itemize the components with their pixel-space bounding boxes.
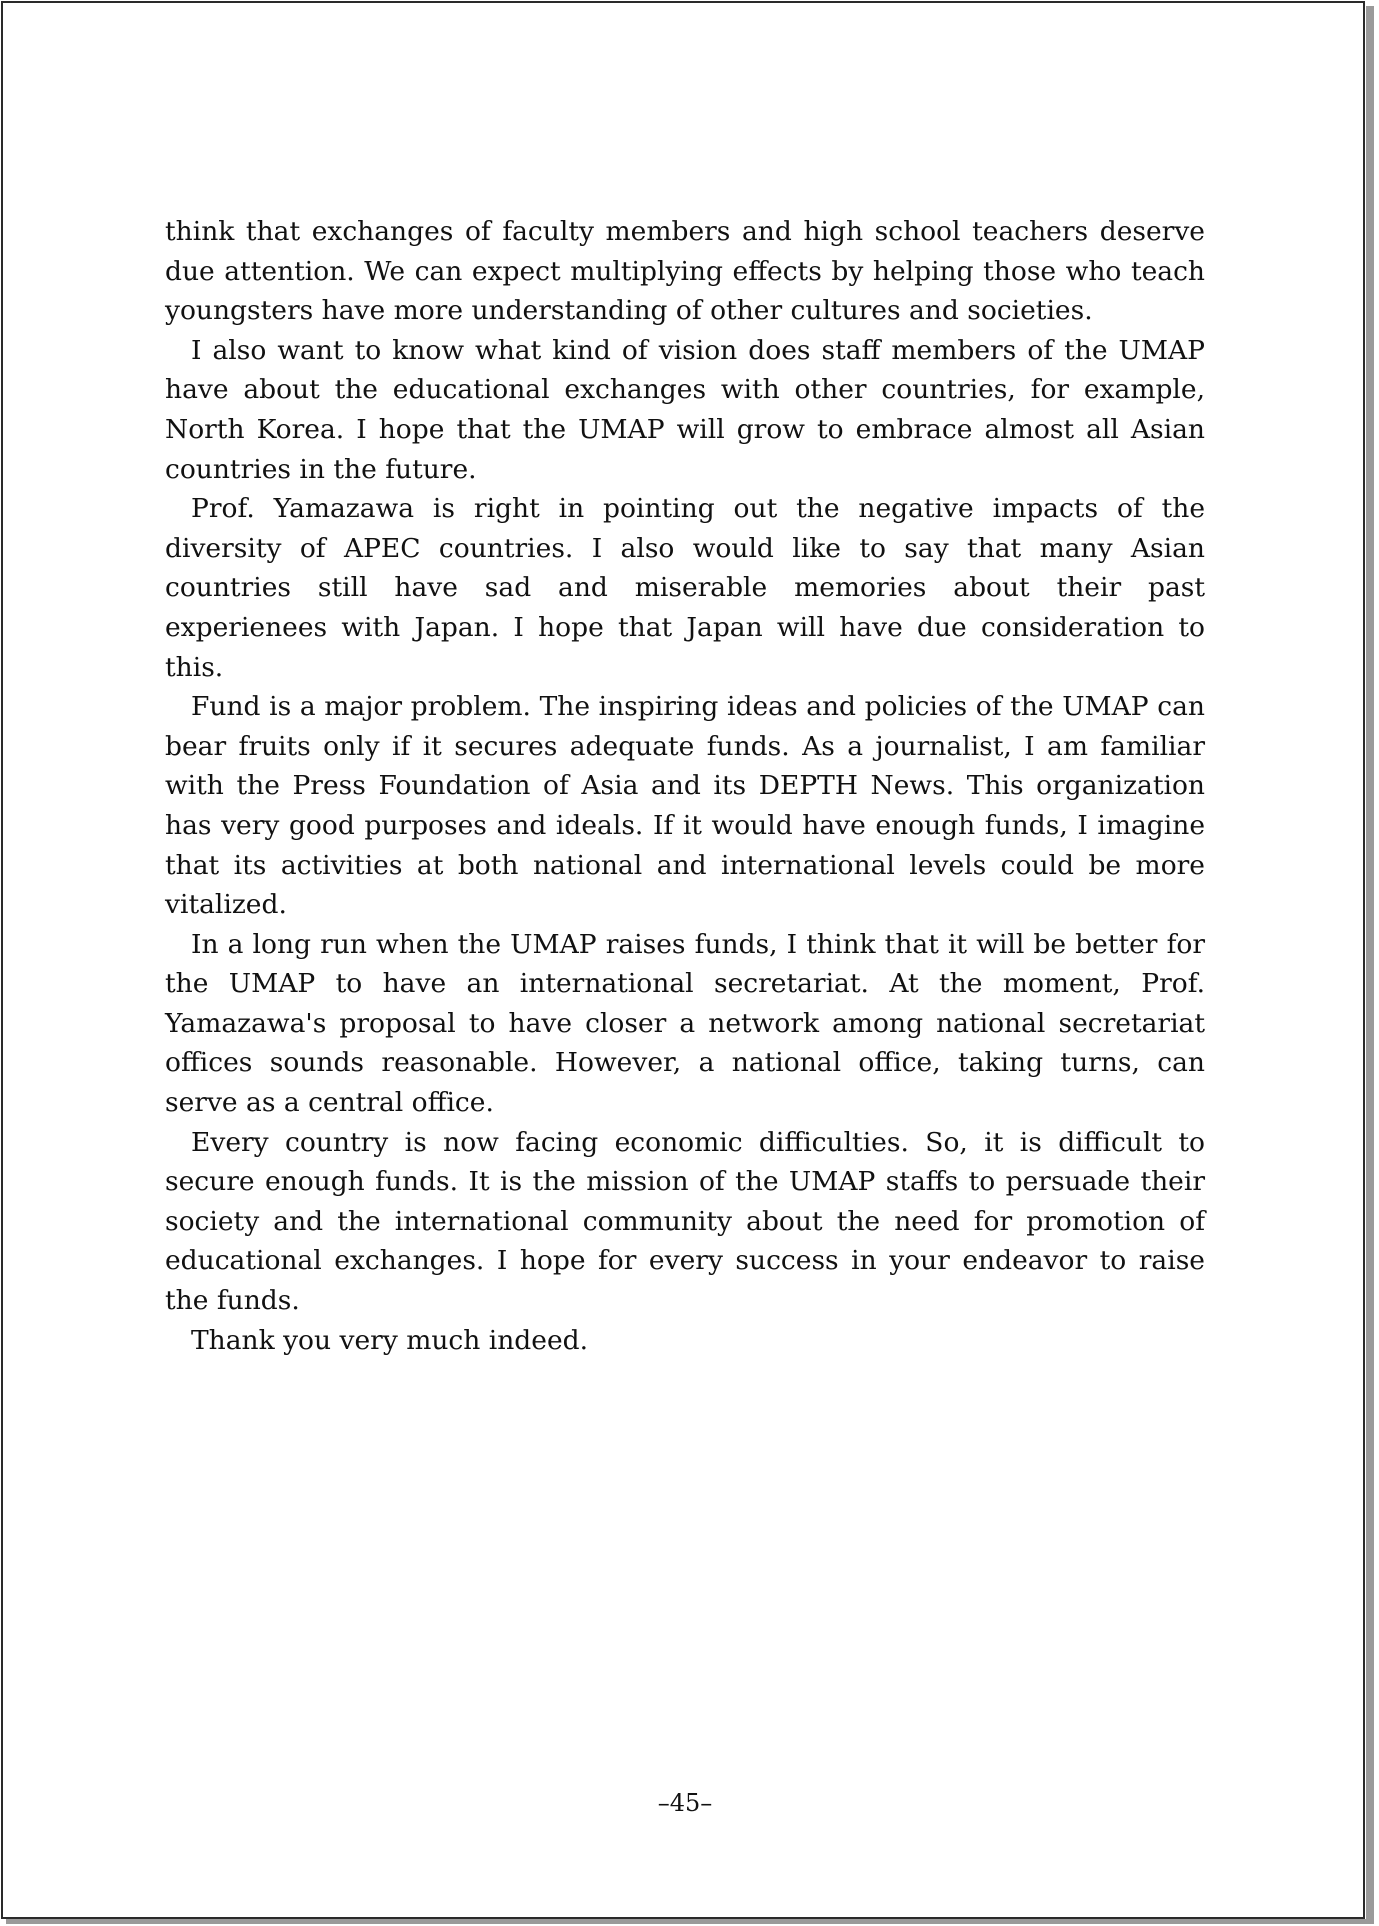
- paragraph-funding-problem: Fund is a major problem. The inspiring ideas and policies of the UMAP can bear fruits only if it secures adequate funds. As a journalist, I am familiar with the Press Foundation of Asia and its DEPTH News. This organization has very good purposes and ideals. If it would have enough funds, I imagine that its activities at both national and international levels could be more vitalized.: [165, 691, 1205, 921]
- page-shadow-right: [1366, 6, 1374, 1922]
- paragraph-international-secretariat: In a long run when the UMAP raises funds, I think that it will be better for the UMAP to have an international secretariat. At the moment, Prof. Yamazawa's proposal to have closer a network among national secretariat offices sounds reasonable. However, a national office, taking turns, can serve as a central office.: [165, 928, 1205, 1119]
- paragraph-closing-thanks: Thank you very much indeed.: [191, 1324, 589, 1356]
- page-shadow-bottom: [6, 1919, 1374, 1924]
- paragraph-apec-diversity: Prof. Yamazawa is right in pointing out the negative impacts of the diversity of APEC countries. I also would like to say that many Asian countries still have sad and miserable memories about their past experienees with Japan. I hope that Japan will have due consideration to this.: [165, 493, 1205, 683]
- paragraph-vision-north-korea: I also want to know what kind of vision does staff members of the UMAP have about the educational exchanges with other countries, for example, North Korea. I hope that the UMAP will grow to embrace almost all Asian countries in the future.: [165, 334, 1205, 485]
- paragraph-economic-difficulties: Every country is now facing economic difficulties. So, it is difficult to secure enough funds. It is the mission of the UMAP staffs to persuade their society and the international community about the need for promotion of educational exchanges. I hope for every success in your endeavor to raise the funds.: [165, 1126, 1205, 1317]
- paragraph-continuation: think that exchanges of faculty members and high school teachers deserve due attention. We can expect multiplying effects by helping those who teach youngsters have more understanding of other cultures and societies.: [165, 216, 1205, 327]
- body-text: [165, 212, 1205, 1360]
- document-page: [1, 1, 1365, 1919]
- page-number: –45–: [657, 1789, 713, 1817]
